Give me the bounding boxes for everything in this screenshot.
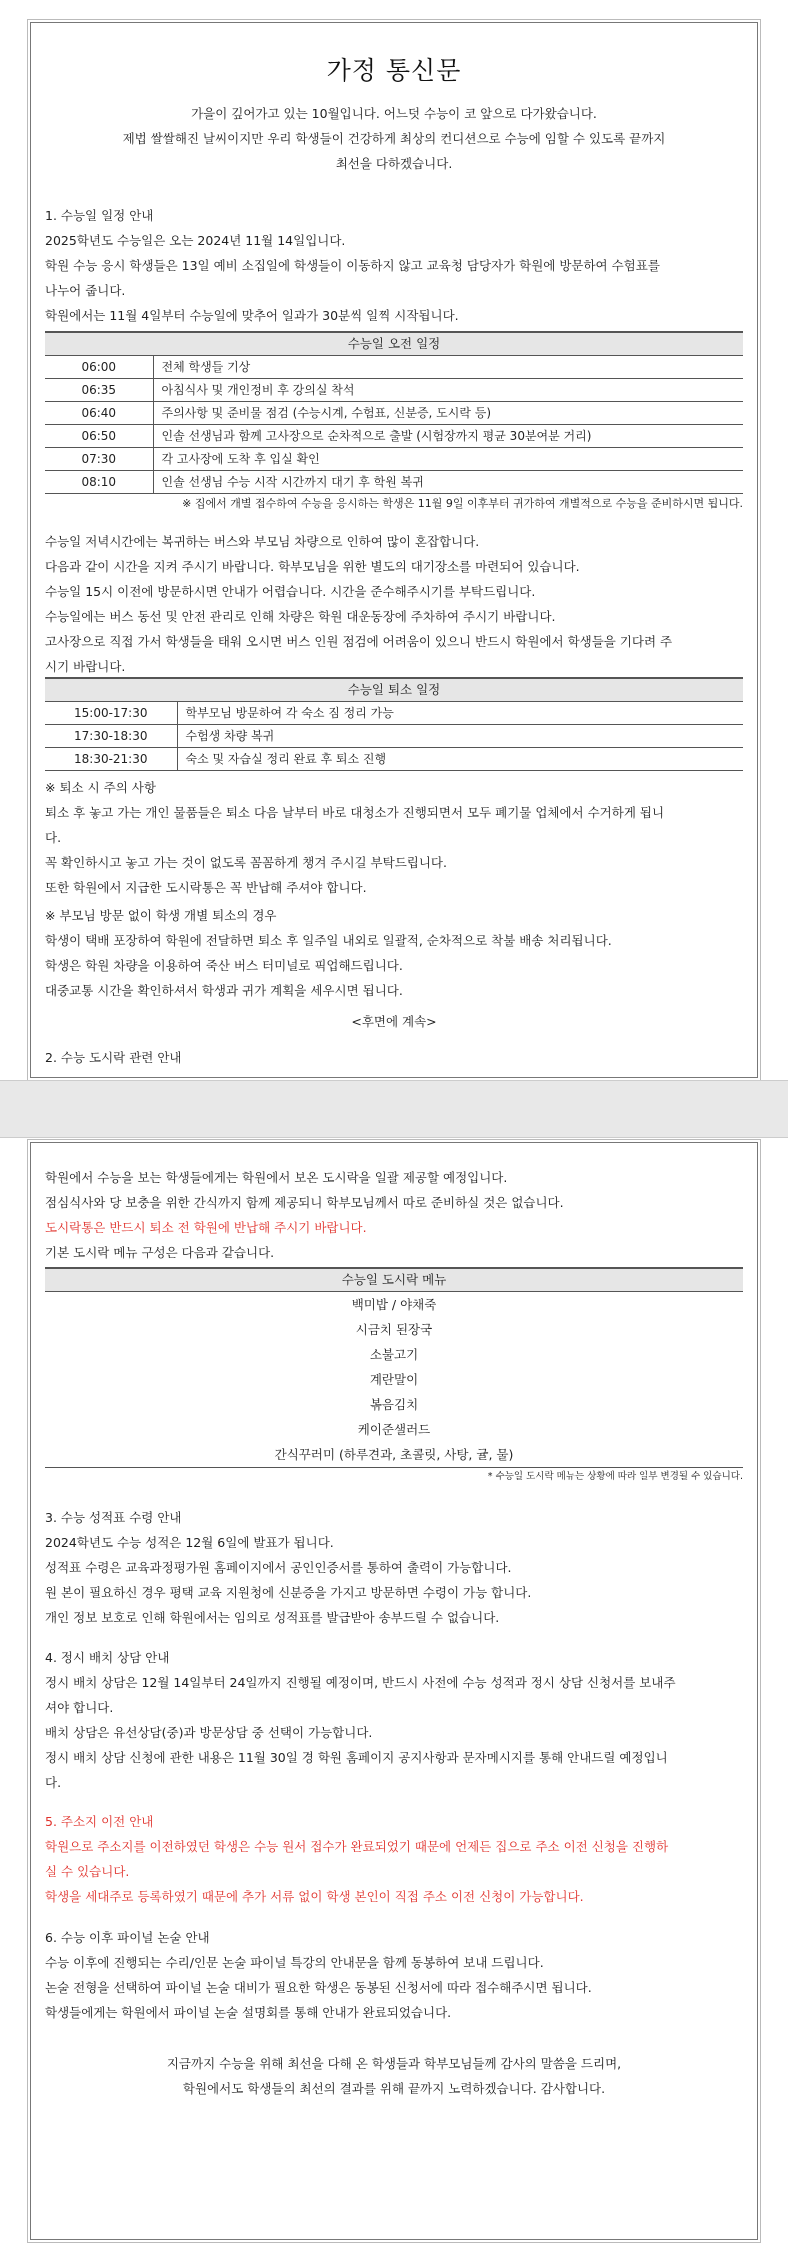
section-line: 학원 수능 응시 학생들은 13일 예비 소집일에 학생들이 이동하지 않고 교육청 담당자가 학원에 방문하여 수험표를 bbox=[45, 258, 660, 273]
section-heading: 4. 정시 배치 상담 안내 bbox=[45, 1650, 170, 1665]
time-cell: 06:40 bbox=[45, 402, 153, 425]
intro-line: 최선을 다하겠습니다. bbox=[335, 156, 453, 171]
desc-cell: 각 고사장에 도착 후 입실 확인 bbox=[161, 452, 320, 466]
table-row bbox=[45, 725, 743, 748]
time-cell: 17:30-18:30 bbox=[45, 725, 177, 748]
section-5 bbox=[45, 1809, 743, 1909]
time-cell: 06:50 bbox=[45, 425, 153, 448]
section-line: 수능일 15시 이전에 방문하시면 안내가 어렵습니다. 시간을 준수해주시기를 부탁드립니다. bbox=[45, 584, 536, 599]
table-row bbox=[45, 702, 743, 725]
lunch-menu-table bbox=[45, 1267, 743, 1486]
section-heading: ※ 부모님 방문 없이 학생 개별 퇴소의 경우 bbox=[45, 908, 277, 923]
section-line: 논술 전형을 선택하여 파이널 논술 대비가 필요한 학생은 동봉된 신청서에 따라 접수해주시면 됩니다. bbox=[45, 1980, 592, 1995]
menu-note: * 수능일 도시락 메뉴는 상황에 따라 일부 변경될 수 있습니다. bbox=[487, 1471, 743, 1482]
menu-item: 계란말이 bbox=[369, 1372, 419, 1387]
intro-paragraph bbox=[45, 101, 743, 176]
table-row bbox=[45, 748, 743, 771]
section-line: 학생들에게는 학원에서 파이널 논술 설명회를 통해 안내가 완료되었습니다. bbox=[45, 2005, 452, 2020]
time-cell: 06:35 bbox=[45, 379, 153, 402]
section-heading: 2. 수능 도시락 관련 안내 bbox=[45, 1050, 182, 1065]
section-line: 고사장으로 직접 가서 학생들을 태워 오시면 버스 인원 점검에 어려움이 있으니 반드시 학원에서 학생들을 기다려 주 bbox=[45, 634, 673, 649]
section-line: 정시 배치 상담 신청에 관한 내용은 11월 30일 경 학원 홈페이지 공지사항과 문자메시지를 통해 안내드릴 예정입니 bbox=[45, 1750, 668, 1765]
section-line: 시기 바랍니다. bbox=[45, 659, 126, 674]
table-header: 수능일 도시락 메뉴 bbox=[45, 1267, 743, 1292]
desc-cell: 숙소 및 자습실 정리 완료 후 퇴소 진행 bbox=[185, 752, 387, 766]
time-cell: 15:00-17:30 bbox=[45, 702, 177, 725]
section-line: 학원으로 주소지를 이전하였던 학생은 수능 원서 접수가 완료되었기 때문에 언제든 집으로 주소 이전 신청을 진행하 bbox=[45, 1839, 669, 1854]
desc-cell: 아침식사 및 개인정비 후 강의실 착석 bbox=[161, 383, 355, 397]
table-note: ※ 집에서 개별 접수하여 수능을 응시하는 학생은 11월 9일 이후부터 귀가하여 개별적으로 수능을 준비하시면 됩니다. bbox=[182, 497, 743, 510]
section-line: 나누어 줍니다. bbox=[45, 283, 126, 298]
section-line: 원 본이 필요하신 경우 평택 교육 지원청에 신분증을 가지고 방문하면 수령이 가능 합니다. bbox=[45, 1585, 532, 1600]
letter-page-back bbox=[30, 1142, 758, 2240]
section-line: 실 수 있습니다. bbox=[45, 1864, 130, 1879]
continued-marker bbox=[45, 1009, 743, 1034]
table-row bbox=[45, 402, 743, 425]
section-line: 수능일 저녁시간에는 복귀하는 버스와 부모님 차량으로 인하여 많이 혼잡합니다. bbox=[45, 534, 480, 549]
table-row bbox=[45, 471, 743, 494]
desc-cell: 인솔 선생님 수능 시작 시간까지 대기 후 학원 복귀 bbox=[161, 475, 424, 489]
closing-line: 학원에서도 학생들의 최선의 결과를 위해 끝까지 노력하겠습니다. 감사합니다. bbox=[182, 2081, 606, 2096]
section-line: 또한 학원에서 지급한 도시락통은 꼭 반납해 주셔야 합니다. bbox=[45, 880, 367, 895]
section-line: 퇴소 후 놓고 가는 개인 물품들은 퇴소 다음 날부터 바로 대청소가 진행되면서 모두 폐기물 업체에서 수거하게 됩니 bbox=[45, 805, 665, 820]
desc-cell: 수험생 차량 복귀 bbox=[185, 729, 275, 743]
intro-line: 제법 쌀쌀해진 날씨이지만 우리 학생들이 건강하게 최상의 컨디션으로 수능에 임할 수 있도록 끝까지 bbox=[122, 131, 666, 146]
section-line: 학원에서는 11월 4일부터 수능일에 맞추어 일과가 30분씩 일찍 시작됩니다. bbox=[45, 308, 459, 323]
letter-page-front bbox=[30, 22, 758, 1078]
section-line: 다음과 같이 시간을 지켜 주시기 바랍니다. 학부모님을 위한 별도의 대기장소를 마련되어 있습니다. bbox=[45, 559, 580, 574]
menu-item: 케이준샐러드 bbox=[357, 1422, 431, 1437]
desc-cell: 전체 학생들 기상 bbox=[161, 360, 251, 374]
menu-item: 백미밥 / 야채죽 bbox=[351, 1297, 437, 1312]
closing-line: 지금까지 수능을 위해 최선을 다해 온 학생들과 학부모님들께 감사의 말씀을 드리며, bbox=[166, 2056, 622, 2071]
section-line: 다. bbox=[45, 1775, 62, 1790]
section-line: 기본 도시락 메뉴 구성은 다음과 같습니다. bbox=[45, 1245, 275, 1260]
menu-item: 간식꾸러미 (하루견과, 초콜릿, 사탕, 귤, 물) bbox=[274, 1447, 514, 1462]
section-line: 학원에서 수능을 보는 학생들에게는 학원에서 보온 도시락을 일괄 제공할 예정입니다. bbox=[45, 1170, 508, 1185]
section-2-heading-block bbox=[45, 1045, 743, 1070]
section-line: 꼭 확인하시고 놓고 가는 것이 없도록 꼼꼼하게 챙겨 주시길 부탁드립니다. bbox=[45, 855, 447, 870]
lunch-info bbox=[45, 1165, 743, 1265]
time-cell: 08:10 bbox=[45, 471, 153, 494]
menu-item: 시금치 된장국 bbox=[355, 1322, 433, 1337]
section-line: 다. bbox=[45, 830, 62, 845]
table-header: 수능일 오전 일정 bbox=[45, 331, 743, 356]
table-row bbox=[45, 356, 743, 379]
section-line: 배치 상담은 유선상담(중)과 방문상담 중 선택이 가능합니다. bbox=[45, 1725, 373, 1740]
desc-cell: 인솔 선생님과 함께 고사장으로 순차적으로 출발 (시험장까지 평균 30분여분 거리) bbox=[161, 429, 592, 443]
section-line: 학생을 세대주로 등록하였기 때문에 추가 서류 없이 학생 본인이 직접 주소 이전 신청이 가능합니다. bbox=[45, 1889, 584, 1904]
section-heading: 5. 주소지 이전 안내 bbox=[45, 1814, 154, 1829]
section-6 bbox=[45, 1925, 743, 2025]
menu-item: 소불고기 bbox=[369, 1347, 419, 1362]
section-1 bbox=[45, 203, 743, 328]
time-cell: 18:30-21:30 bbox=[45, 748, 177, 771]
section-line: 학생은 학원 차량을 이용하여 죽산 버스 터미널로 픽업해드립니다. bbox=[45, 958, 403, 973]
continued-text: <후면에 계속> bbox=[351, 1014, 437, 1029]
time-cell: 06:00 bbox=[45, 356, 153, 379]
section-heading: 6. 수능 이후 파이널 논술 안내 bbox=[45, 1930, 210, 1945]
evening-info bbox=[45, 529, 743, 679]
table-row bbox=[45, 425, 743, 448]
section-heading: ※ 퇴소 시 주의 사항 bbox=[45, 780, 156, 795]
intro-line: 가을이 깊어가고 있는 10월입니다. 어느덧 수능이 코 앞으로 다가왔습니다. bbox=[191, 106, 597, 121]
section-heading: 1. 수능일 일정 안내 bbox=[45, 208, 154, 223]
section-line: 개인 정보 보호로 인해 학원에서는 임의로 성적표를 발급받아 송부드릴 수 없습니다. bbox=[45, 1610, 500, 1625]
closing-message bbox=[45, 2051, 743, 2101]
section-heading: 3. 수능 성적표 수령 안내 bbox=[45, 1510, 182, 1525]
section-line: 수능 이후에 진행되는 수리/인문 논술 파이널 특강의 안내문을 함께 동봉하여 보내 드립니다. bbox=[45, 1955, 544, 1970]
time-cell: 07:30 bbox=[45, 448, 153, 471]
letter-header bbox=[45, 51, 743, 87]
section-line: 대중교통 시간을 확인하셔서 학생과 귀가 계획을 세우시면 됩니다. bbox=[45, 983, 403, 998]
morning-schedule-table bbox=[45, 331, 743, 514]
section-line: 정시 배치 상담은 12월 14일부터 24일까지 진행될 예정이며, 반드시 사전에 수능 성적과 정시 상담 신청서를 보내주 bbox=[45, 1675, 676, 1690]
menu-list bbox=[45, 1292, 743, 1468]
page-title: 가정 통신문 bbox=[326, 56, 462, 85]
section-line: 수능일에는 버스 동선 및 안전 관리로 인해 차량은 학원 대운동장에 주차하여 주시기 바랍니다. bbox=[45, 609, 556, 624]
table-header: 수능일 퇴소 일정 bbox=[45, 677, 743, 702]
section-line: 성적표 수령은 교육과정평가원 홈페이지에서 공인인증서를 통하여 출력이 가능합니다. bbox=[45, 1560, 512, 1575]
menu-item: 볶음김치 bbox=[369, 1397, 419, 1412]
table-row bbox=[45, 448, 743, 471]
exit-schedule-table bbox=[45, 677, 743, 771]
section-line: 학생이 택배 포장하여 학원에 전달하면 퇴소 후 일주일 내외로 일괄적, 순차적으로 착불 배송 처리됩니다. bbox=[45, 933, 612, 948]
section-line: 점심식사와 당 보충을 위한 간식까지 함께 제공되니 학부모님께서 따로 준비하실 것은 없습니다. bbox=[45, 1195, 564, 1210]
exit-caution bbox=[45, 775, 743, 900]
section-line: 2024학년도 수능 성적은 12월 6일에 발표가 됩니다. bbox=[45, 1535, 334, 1550]
individual-exit bbox=[45, 903, 743, 1003]
desc-cell: 주의사항 및 준비물 점검 (수능시계, 수험표, 신분증, 도시락 등) bbox=[161, 406, 492, 420]
table-row bbox=[45, 379, 743, 402]
page-separator bbox=[0, 1080, 788, 1138]
section-line: 셔야 합니다. bbox=[45, 1700, 114, 1715]
desc-cell: 학부모님 방문하여 각 숙소 짐 정리 가능 bbox=[185, 706, 394, 720]
section-3 bbox=[45, 1505, 743, 1630]
lunch-return-warning: 도시락통은 반드시 퇴소 전 학원에 반납해 주시기 바랍니다. bbox=[45, 1220, 367, 1235]
section-4 bbox=[45, 1645, 743, 1795]
section-line: 2025학년도 수능일은 오는 2024년 11월 14일입니다. bbox=[45, 233, 346, 248]
